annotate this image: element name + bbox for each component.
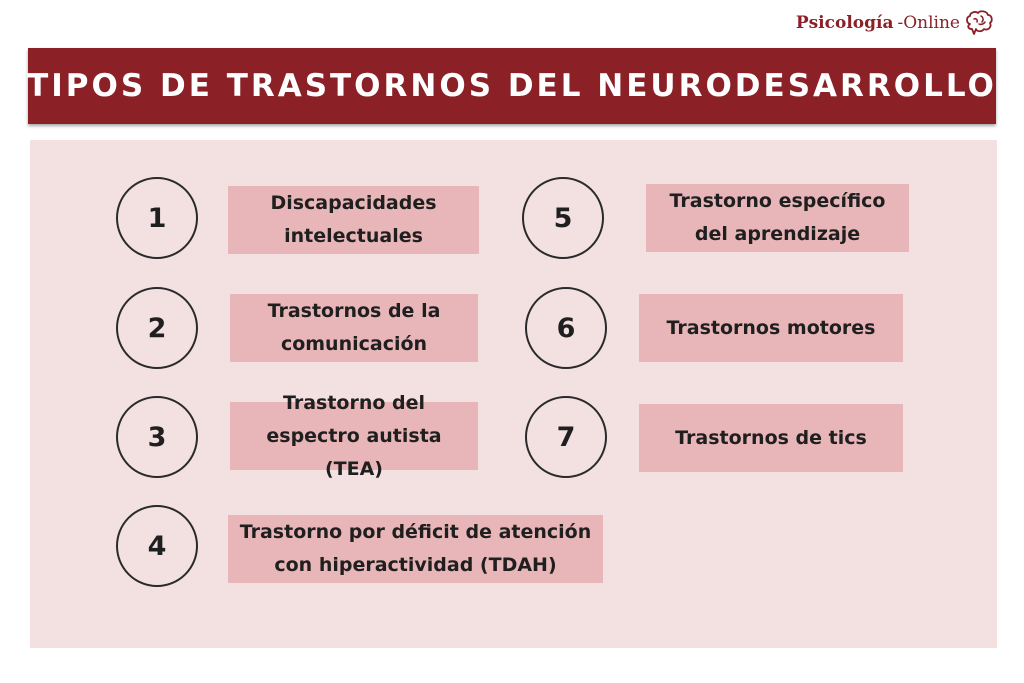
item-number-1: 1	[116, 177, 198, 259]
item-label-1: Discapacidades intelectuales	[228, 186, 479, 254]
item-label-5: Trastorno específico del aprendizaje	[646, 184, 909, 252]
item-label-3: Trastorno del espectro autista (TEA)	[230, 402, 478, 470]
item-number-2: 2	[116, 287, 198, 369]
title-banner	[28, 48, 996, 124]
item-label-6: Trastornos motores	[639, 294, 903, 362]
item-label-2: Trastornos de la comunicación	[230, 294, 478, 362]
item-number-5: 5	[522, 177, 604, 259]
item-number-7: 7	[525, 396, 607, 478]
brand-logo	[796, 8, 994, 38]
item-number-6: 6	[525, 287, 607, 369]
brand-name-part2: -Online	[897, 13, 960, 33]
page-title: TIPOS DE TRASTORNOS DEL NEURODESARROLLO	[27, 68, 997, 104]
item-label-7: Trastornos de tics	[639, 404, 903, 472]
brand-name-part1: Psicología	[795, 13, 894, 33]
brain-icon	[964, 10, 994, 36]
item-number-4: 4	[116, 505, 198, 587]
item-number-3: 3	[116, 396, 198, 478]
item-label-4: Trastorno por déficit de atención con hiperactividad (TDAH)	[228, 515, 603, 583]
